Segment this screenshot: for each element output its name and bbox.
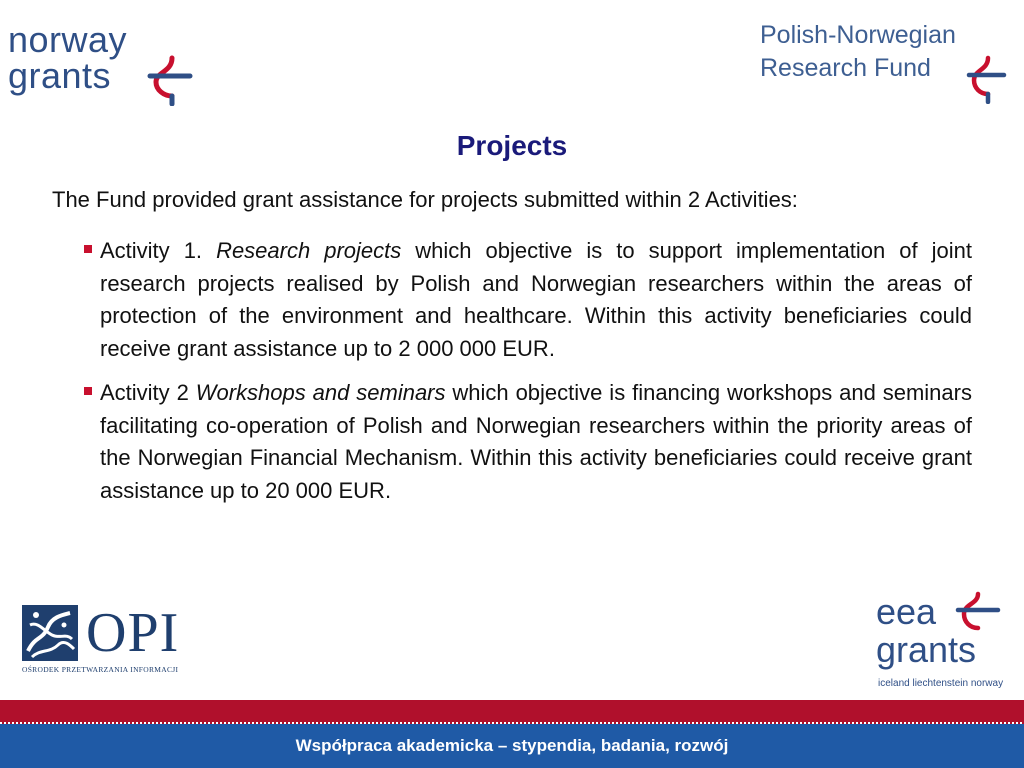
pnrf-logo-line1: Polish-Norwegian bbox=[760, 21, 956, 49]
activity-1-emphasis: Research projects bbox=[216, 238, 402, 263]
activity-1-text bbox=[100, 235, 972, 365]
list-item bbox=[80, 377, 972, 507]
opi-emblem-icon bbox=[22, 605, 78, 661]
pnrf-cross-icon bbox=[966, 54, 1008, 104]
opi-logo bbox=[22, 602, 202, 680]
list-item bbox=[80, 235, 972, 365]
footer-bar bbox=[0, 724, 1024, 768]
bullet-square-icon bbox=[84, 245, 92, 253]
footer-text: Współpraca akademicka – stypendia, badania, rozwój bbox=[295, 736, 729, 755]
norway-grants-cross-icon bbox=[146, 52, 198, 106]
eea-grants-logo-countries: iceland liechtenstein norway bbox=[878, 678, 1004, 689]
opi-logo-word: OPI bbox=[86, 602, 180, 664]
activity-1-prefix: Activity 1. bbox=[100, 238, 203, 263]
norway-grants-logo-word1: norway bbox=[8, 19, 128, 60]
eea-grants-logo-word1: eea bbox=[876, 591, 937, 632]
pnrf-logo-line2: Research Fund bbox=[760, 54, 931, 82]
footer-red-band bbox=[0, 700, 1024, 722]
bullet-square-icon bbox=[84, 387, 92, 395]
activity-2-rest: which objective is financing workshops and seminars facilitating co-operation of Polish and Norwegian researchers within the priority areas of the Norwegian Financial Mechanism. Within this activity beneficiaries could receive grant assistance up to 20 000 EUR. bbox=[100, 380, 972, 503]
activity-list bbox=[80, 235, 972, 519]
opi-logo-subtitle: OŚRODEK PRZETWARZANIA INFORMACJI bbox=[22, 665, 179, 674]
norway-grants-logo bbox=[8, 19, 198, 112]
eea-grants-logo bbox=[876, 590, 1021, 695]
activity-1-rest: which objective is to support implementation of joint research projects realised by Polish and Norwegian researchers within the areas of protection of the environment and healthcare. Within this activity beneficiaries could receive grant assistance up to 2 000 000 EUR. bbox=[100, 238, 972, 361]
pnrf-logo bbox=[760, 20, 1020, 110]
intro-paragraph: The Fund provided grant assistance for projects submitted within 2 Activities: bbox=[52, 187, 798, 212]
eea-grants-cross-icon bbox=[954, 590, 1004, 636]
page-title: Projects bbox=[456, 130, 568, 161]
activity-2-emphasis: Workshops and seminars bbox=[195, 380, 446, 405]
activity-2-text bbox=[100, 377, 972, 507]
norway-grants-logo-word2: grants bbox=[8, 55, 112, 96]
activity-2-prefix: Activity 2 bbox=[100, 380, 189, 405]
eea-grants-logo-word2: grants bbox=[876, 629, 977, 670]
